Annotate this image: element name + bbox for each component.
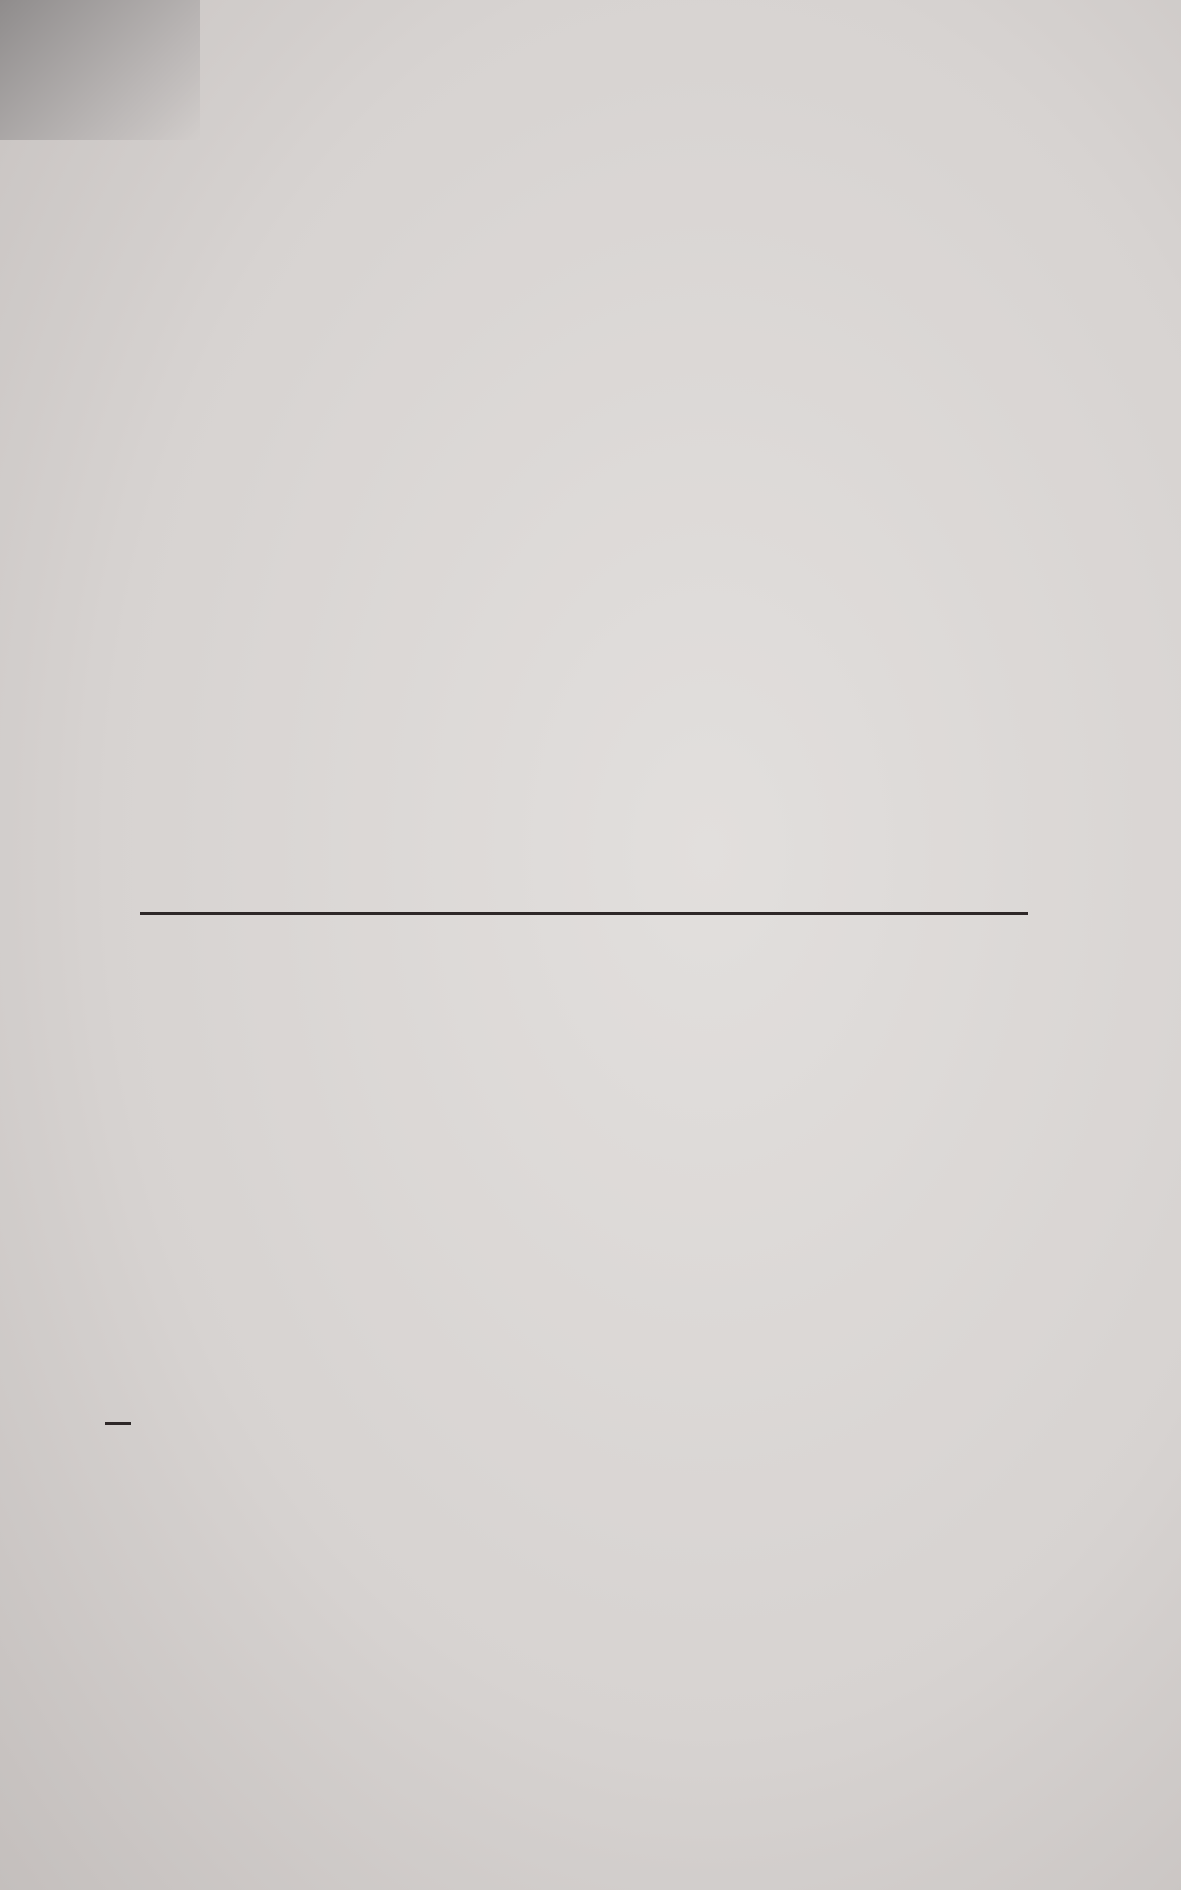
folio-mark: [105, 1422, 131, 1425]
page-shadow-corner: [0, 0, 200, 140]
divider-line: [140, 912, 1028, 915]
